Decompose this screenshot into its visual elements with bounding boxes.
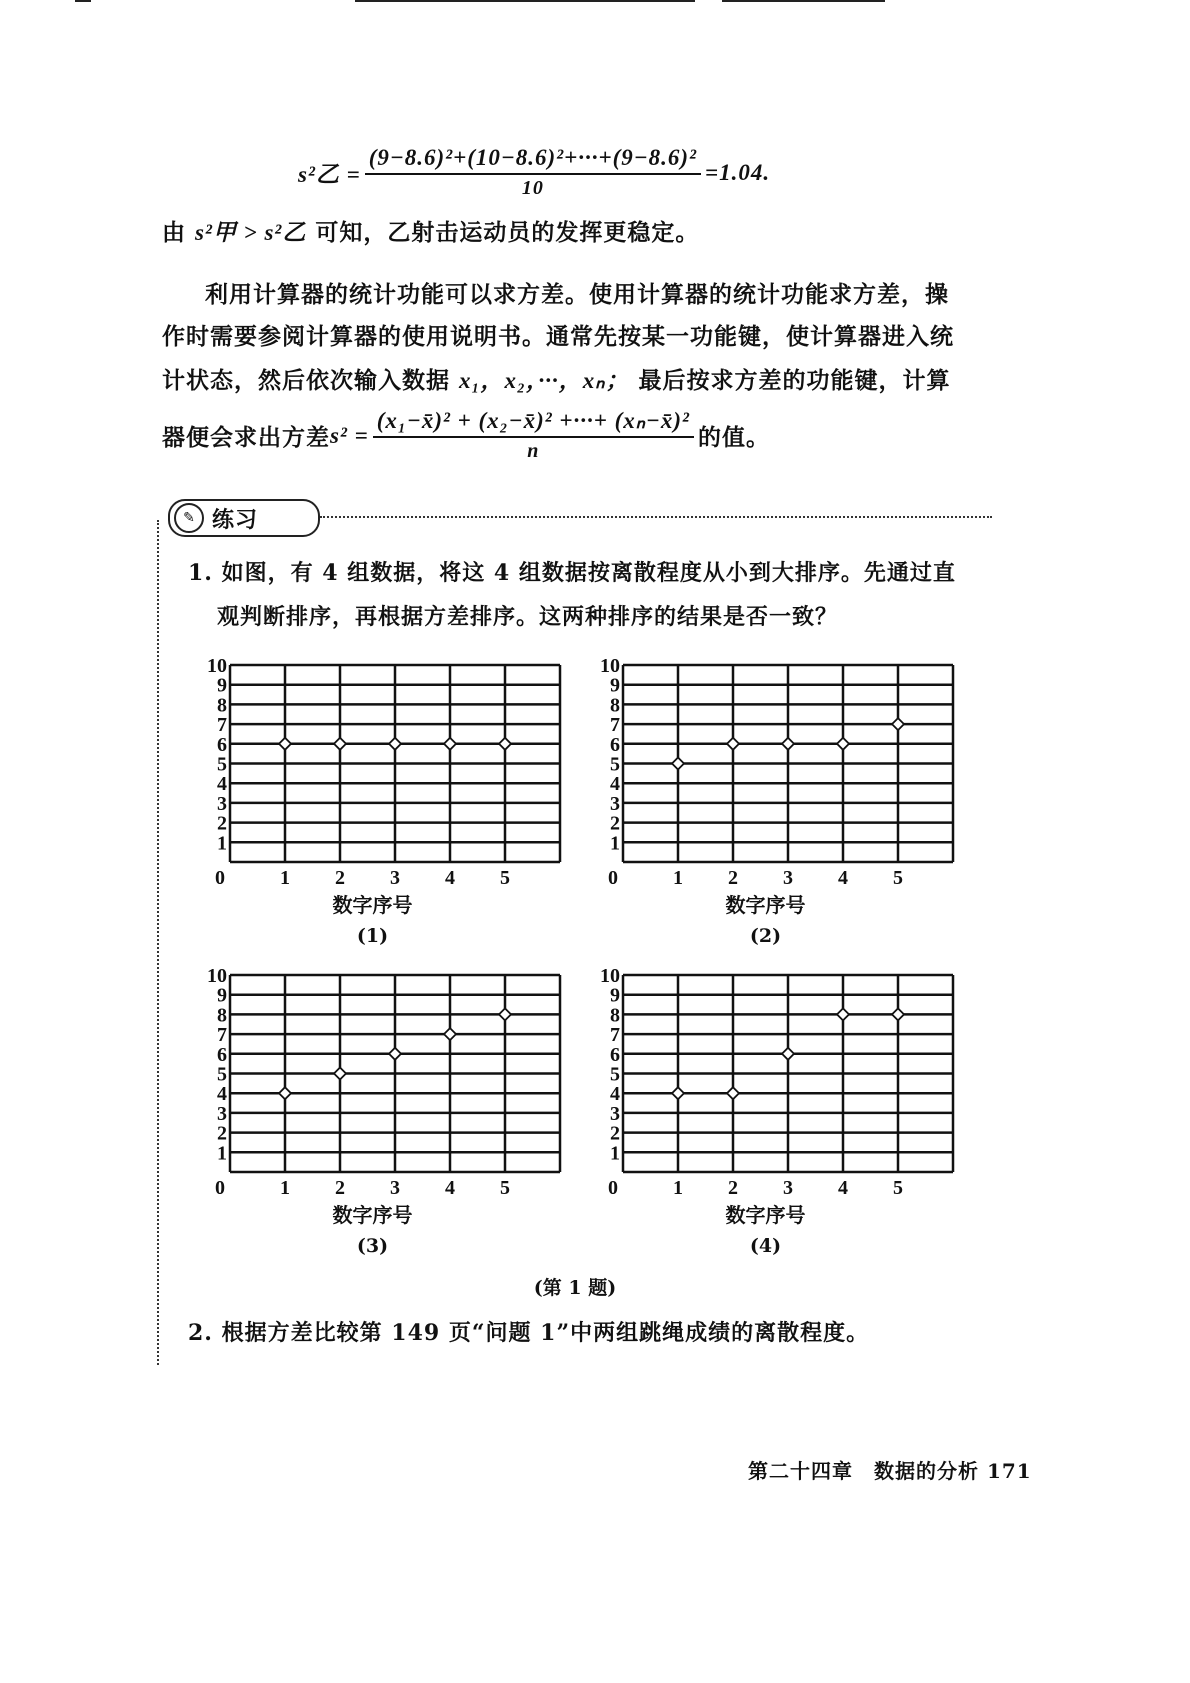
x-tick-label: 5 [500, 1177, 510, 1199]
x-tick-label: 3 [783, 867, 793, 889]
x-axis-label: 数字序号 [332, 1205, 413, 1227]
y-tick-label: 6 [610, 733, 620, 756]
x-tick-label: 4 [445, 1177, 455, 1199]
y-tick-label: 5 [610, 753, 620, 776]
figure-caption: (第 1 题) [533, 1277, 617, 1299]
y-tick-label: 6 [217, 1043, 227, 1066]
chart-svg [593, 650, 973, 917]
data-point [672, 758, 684, 770]
y-tick-label: 1 [610, 832, 620, 855]
pencil-icon: ✎ [174, 503, 204, 533]
data-point [389, 1048, 401, 1060]
data-point [672, 1087, 684, 1099]
y-tick-label: 2 [217, 1122, 227, 1145]
y-tick-label: 3 [610, 792, 620, 815]
data-point [334, 738, 346, 750]
chart-label: (2) [749, 925, 782, 947]
y-tick-label: 3 [217, 1102, 227, 1125]
y-tick-label: 9 [610, 674, 620, 697]
x-tick-label: 1 [673, 1177, 683, 1199]
y-tick-label: 1 [217, 1142, 227, 1165]
x-tick-label: 0 [215, 867, 225, 889]
x-tick-label: 2 [335, 867, 345, 889]
data-point [782, 1048, 794, 1060]
y-tick-label: 6 [610, 1043, 620, 1066]
y-tick-label: 5 [610, 1063, 620, 1086]
variance-numerator: (x₁−x̄)² + (x₂−x̄)² +···+ (xₙ−x̄)² [373, 408, 694, 438]
text: 计状态，然后依次输入数据 [162, 367, 450, 394]
x-axis-label: 数字序号 [725, 1205, 806, 1227]
y-tick-label: 1 [610, 1142, 620, 1165]
data-point [389, 738, 401, 750]
x-tick-label: 2 [728, 1177, 738, 1199]
text: 的值。 [697, 424, 770, 451]
question-1-line-1: 1. 如图，有 4 组数据，将这 4 组数据按离散程度从小到大排序。先通过直 [188, 560, 956, 586]
data-point [782, 738, 794, 750]
y-tick-label: 8 [217, 1004, 227, 1027]
x-tick-label: 1 [280, 867, 290, 889]
variance-symbol: s² = [330, 422, 369, 448]
y-tick-label: 9 [610, 984, 620, 1007]
y-tick-label: 2 [610, 1122, 620, 1145]
exercise-border-top [320, 516, 992, 518]
exercise-badge [168, 499, 320, 537]
chart-1 [200, 650, 580, 947]
x-tick-label: 3 [390, 1177, 400, 1199]
x-tick-label: 5 [500, 867, 510, 889]
data-variables: x₁，x₂，···，xₙ； [459, 368, 630, 393]
chart-svg [200, 650, 580, 917]
data-point [727, 738, 739, 750]
chart-3 [200, 960, 580, 1257]
x-tick-label: 4 [445, 867, 455, 889]
y-tick-label: 5 [217, 753, 227, 776]
variance-fraction [373, 408, 694, 463]
scan-edge-line [355, 0, 695, 2]
page-footer [748, 1455, 1032, 1484]
paragraph-line-1: 利用计算器的统计功能可以求方差。使用计算器的统计功能求方差，操 [205, 281, 949, 308]
x-tick-label: 5 [893, 867, 903, 889]
x-tick-label: 5 [893, 1177, 903, 1199]
conclusion-compare: s²甲 > s²乙 [195, 220, 307, 245]
data-point [499, 1008, 511, 1020]
y-tick-label: 8 [610, 694, 620, 717]
y-tick-label: 10 [600, 655, 620, 677]
x-tick-label: 4 [838, 867, 848, 889]
x-tick-label: 1 [280, 1177, 290, 1199]
y-tick-label: 9 [217, 984, 227, 1007]
data-point [279, 1087, 291, 1099]
y-tick-label: 3 [217, 792, 227, 815]
chapter-title: 第二十四章 数据的分析 [748, 1459, 979, 1483]
conclusion-suffix: 可知，乙射击运动员的发挥更稳定。 [315, 219, 700, 246]
x-tick-label: 2 [335, 1177, 345, 1199]
chart-svg [200, 960, 580, 1227]
y-tick-label: 3 [610, 1102, 620, 1125]
x-tick-label: 0 [608, 1177, 618, 1199]
data-point [892, 718, 904, 730]
paragraph-line-4 [162, 408, 770, 463]
x-tick-label: 4 [838, 1177, 848, 1199]
chart-label: (4) [749, 1235, 782, 1257]
paragraph-line-3 [162, 362, 950, 395]
y-tick-label: 10 [600, 965, 620, 987]
x-axis-label: 数字序号 [725, 895, 806, 917]
page-number: 171 [986, 1459, 1032, 1483]
y-tick-label: 10 [207, 655, 227, 677]
y-tick-label: 7 [610, 1024, 620, 1047]
chart-2 [593, 650, 973, 947]
formula-fraction [365, 145, 701, 200]
x-axis-label: 数字序号 [332, 895, 413, 917]
conclusion-line [162, 214, 699, 247]
y-tick-label: 5 [217, 1063, 227, 1086]
variance-denominator: n [527, 440, 540, 462]
variance-formula-yi [298, 145, 770, 200]
chart-label: (1) [356, 925, 389, 947]
y-tick-label: 2 [610, 812, 620, 835]
formula-result: =1.04. [704, 159, 771, 185]
y-tick-label: 1 [217, 832, 227, 855]
text: 最后按求方差的功能键，计算 [638, 367, 951, 394]
data-point [334, 1068, 346, 1080]
x-tick-label: 0 [215, 1177, 225, 1199]
data-point [892, 1008, 904, 1020]
conclusion-prefix: 由 [162, 219, 186, 246]
exercise-title: 练习 [212, 506, 259, 533]
y-tick-label: 4 [610, 1083, 620, 1106]
x-tick-label: 3 [783, 1177, 793, 1199]
data-point [279, 738, 291, 750]
data-point [837, 738, 849, 750]
y-tick-label: 4 [610, 773, 620, 796]
formula-lhs: s²乙 = [298, 162, 361, 187]
y-tick-label: 8 [217, 694, 227, 717]
y-tick-label: 8 [610, 1004, 620, 1027]
chart-4 [593, 960, 973, 1257]
chart-label: (3) [356, 1235, 389, 1257]
scan-edge-line [75, 0, 91, 2]
y-tick-label: 2 [217, 812, 227, 835]
x-tick-label: 2 [728, 867, 738, 889]
formula-numerator: (9−8.6)²+(10−8.6)²+···+(9−8.6)² [365, 145, 701, 175]
scan-edge-line [722, 0, 885, 2]
question-1-line-2: 观判断排序，再根据方差排序。这两种排序的结果是否一致？ [217, 604, 839, 630]
y-tick-label: 4 [217, 1083, 227, 1106]
data-point [727, 1087, 739, 1099]
chart-svg [593, 960, 973, 1227]
exercise-border-left [157, 520, 159, 1365]
y-tick-label: 7 [217, 714, 227, 737]
y-tick-label: 10 [207, 965, 227, 987]
data-point [444, 738, 456, 750]
x-tick-label: 0 [608, 867, 618, 889]
y-tick-label: 7 [610, 714, 620, 737]
y-tick-label: 9 [217, 674, 227, 697]
paragraph-line-2: 作时需要参阅计算器的使用说明书。通常先按某一功能键，使计算器进入统 [162, 323, 954, 350]
question-2: 2. 根据方差比较第 149 页“问题 1”中两组跳绳成绩的离散程度。 [188, 1320, 870, 1346]
y-tick-label: 4 [217, 773, 227, 796]
data-point [444, 1028, 456, 1040]
y-tick-label: 6 [217, 733, 227, 756]
text: 器便会求出方差 [162, 424, 330, 451]
data-point [837, 1008, 849, 1020]
x-tick-label: 3 [390, 867, 400, 889]
formula-denominator: 10 [521, 177, 544, 199]
data-point [499, 738, 511, 750]
x-tick-label: 1 [673, 867, 683, 889]
y-tick-label: 7 [217, 1024, 227, 1047]
